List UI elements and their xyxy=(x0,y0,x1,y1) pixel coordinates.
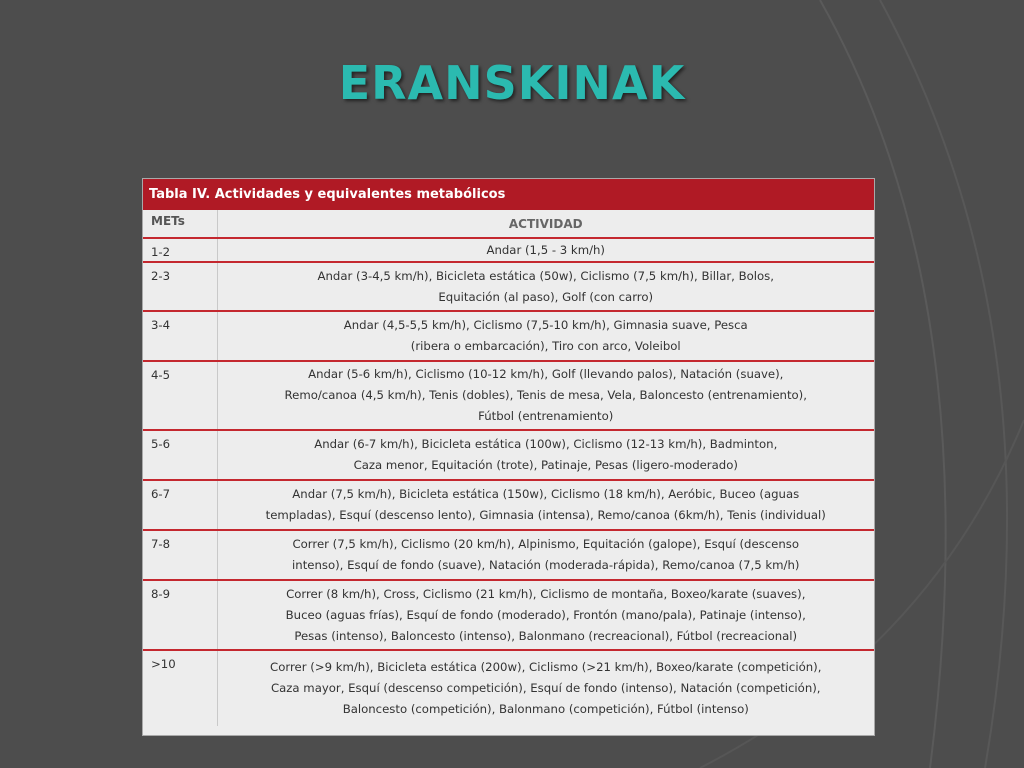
table-header-row xyxy=(143,210,874,238)
table-caption: Tabla IV. Actividades y equivalentes metabólicos xyxy=(143,179,874,210)
activity-line: Andar (1,5 - 3 km/h) xyxy=(486,242,605,257)
activity-line: Buceo (aguas frías), Esquí de fondo (moderado), Frontón (mano/pala), Patinaje (intenso), xyxy=(285,607,806,622)
activity-line: Andar (5-6 km/h), Ciclismo (10-12 km/h), Golf (llevando palos), Natación (suave), xyxy=(308,367,784,381)
table-row xyxy=(143,311,874,361)
activity-cell xyxy=(217,262,874,311)
activity-cell xyxy=(217,580,874,650)
activity-cell xyxy=(217,430,874,480)
table-row xyxy=(143,430,874,480)
activity-line: Andar (3-4,5 km/h), Bicicleta estática (50w), Ciclismo (7,5 km/h), Billar, Bolos, xyxy=(317,268,774,283)
activity-cell xyxy=(217,480,874,530)
activity-line: templadas), Esquí (descenso lento), Gimnasia (intensa), Remo/canoa (6km/h), Tenis (individual) xyxy=(265,508,826,522)
mets-value: 3-4 xyxy=(143,311,217,361)
activity-cell xyxy=(217,361,874,430)
activity-line: (ribera o embarcación), Tiro con arco, Voleibol xyxy=(410,339,681,353)
mets-table-image xyxy=(142,178,875,736)
mets-value: 4-5 xyxy=(143,361,217,430)
header-mets: METs xyxy=(143,210,217,238)
table-row xyxy=(143,650,874,726)
activity-line: Fútbol (entrenamiento) xyxy=(478,409,614,423)
mets-value: 8-9 xyxy=(143,580,217,650)
activity-line: Pesas (intenso), Baloncesto (intenso), Balonmano (recreacional), Fútbol (recreacional) xyxy=(294,628,798,643)
activity-cell xyxy=(217,238,874,262)
mets-value: 2-3 xyxy=(143,262,217,311)
activity-line: intenso), Esquí de fondo (suave), Natación (moderada-rápida), Remo/canoa (7,5 km/h) xyxy=(292,558,800,572)
activity-line: Correr (7,5 km/h), Ciclismo (20 km/h), Alpinismo, Equitación (galope), Esquí (descenso xyxy=(292,537,799,551)
table-row xyxy=(143,361,874,430)
activity-line: Andar (4,5-5,5 km/h), Ciclismo (7,5-10 km/h), Gimnasia suave, Pesca xyxy=(343,318,748,332)
activity-line: Caza menor, Equitación (trote), Patinaje, Pesas (ligero-moderado) xyxy=(353,458,738,472)
table-body xyxy=(143,238,874,726)
activity-cell xyxy=(217,650,874,726)
mets-table xyxy=(143,210,874,726)
mets-value: 5-6 xyxy=(143,430,217,480)
activity-line: Correr (8 km/h), Cross, Ciclismo (21 km/h), Ciclismo de montaña, Boxeo/karate (suaves), xyxy=(286,586,806,601)
activity-line: Equitación (al paso), Golf (con carro) xyxy=(438,289,654,304)
activity-line: Andar (7,5 km/h), Bicicleta estática (150w), Ciclismo (18 km/h), Aeróbic, Buceo (aguas xyxy=(292,487,800,501)
table-row xyxy=(143,262,874,311)
table-row xyxy=(143,480,874,530)
header-activity: ACTIVIDAD xyxy=(217,210,874,238)
slide-title: ERANSKINAK xyxy=(338,56,686,110)
mets-value: 7-8 xyxy=(143,530,217,580)
activity-line: Caza mayor, Esquí (descenso competición), Esquí de fondo (intenso), Natación (competición), xyxy=(270,681,821,695)
activity-cell xyxy=(217,311,874,361)
activity-line: Andar (6-7 km/h), Bicicleta estática (100w), Ciclismo (12-13 km/h), Badminton, xyxy=(314,437,778,451)
table-row xyxy=(143,580,874,650)
table-row xyxy=(143,238,874,262)
mets-value: 6-7 xyxy=(143,480,217,530)
mets-value: >10 xyxy=(143,650,217,726)
activity-line: Correr (>9 km/h), Bicicleta estática (200w), Ciclismo (>21 km/h), Boxeo/karate (competición), xyxy=(270,660,822,674)
activity-line: Remo/canoa (4,5 km/h), Tenis (dobles), Tenis de mesa, Vela, Baloncesto (entrenamiento), xyxy=(284,388,807,402)
activity-line: Baloncesto (competición), Balonmano (competición), Fútbol (intenso) xyxy=(342,702,749,716)
table-row xyxy=(143,530,874,580)
activity-cell xyxy=(217,530,874,580)
mets-value: 1-2 xyxy=(143,238,217,262)
